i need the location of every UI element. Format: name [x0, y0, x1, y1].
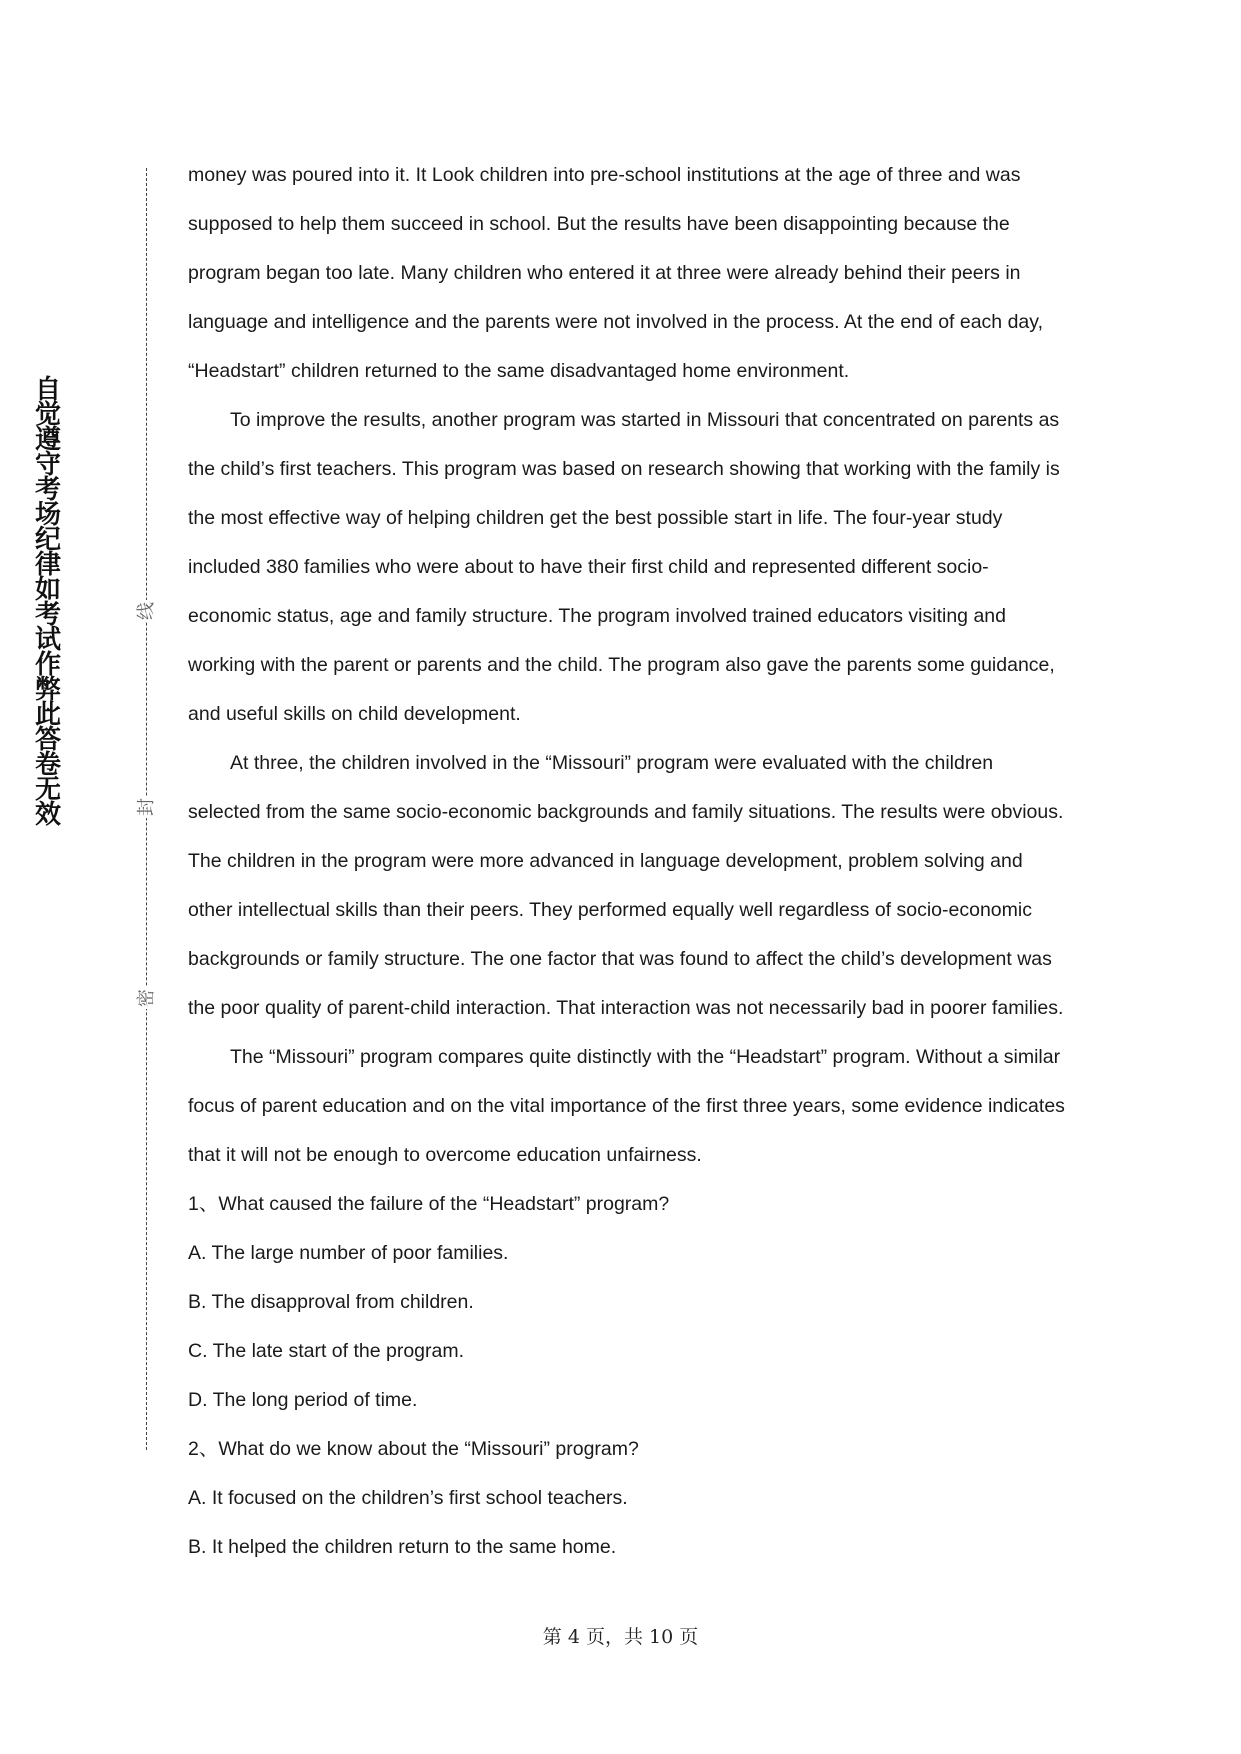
- answer-option: B. It helped the children return to the same home.: [188, 1536, 617, 1558]
- answer-option: D. The long period of time.: [188, 1389, 418, 1411]
- binding-mark-seal: 封: [134, 796, 160, 818]
- answer-option: B. The disapproval from children.: [188, 1291, 474, 1313]
- question-stem: 2、What do we know about the “Missouri” program?: [188, 1438, 639, 1460]
- binding-mark-secret: 密: [134, 987, 160, 1009]
- question-stem: 1、What caused the failure of the “Headstart” program?: [188, 1193, 670, 1215]
- passage-paragraph: The “Missouri” program compares quite distinctly with the “Headstart” program. Without a similar focus of parent education and on the vital importance of the first three years, some evidence indicates that it will not be enough to overcome education unfairness.: [188, 1046, 1065, 1166]
- page-number-footer: 第 4 页，共 10 页: [542, 1626, 699, 1648]
- answer-option: A. It focused on the children’s first school teachers.: [188, 1487, 628, 1509]
- answer-option: C. The late start of the program.: [188, 1340, 465, 1362]
- passage-paragraph: money was poured into it. It Look children into pre-school institutions at the age of three and was supposed to help them succeed in school. But the results have been disappointing because the program began too late. Many children who entered it at three were already behind their peers in language and intelligence and the parents were not involved in the process. At the end of each day, “Headstart” children returned to the same disadvantaged home environment.: [188, 164, 1043, 382]
- passage-paragraph: To improve the results, another program was started in Missouri that concentrated on parents as the child’s first teachers. This program was based on research showing that working with the family is the most effective way of helping children get the best possible start in life. The four-year study included 380 families who were about to have their first child and represented different socio-economic status, age and family structure. The program involved trained educators visiting and working with the parent or parents and the child. The program also gave the parents some guidance, and useful skills on child development.: [188, 409, 1060, 725]
- binding-mark-line: 线: [134, 600, 160, 622]
- exam-discipline-notice: 自觉遵守考场纪律如考试作弊此答卷无效: [34, 375, 61, 830]
- passage-content: [188, 151, 1068, 1572]
- passage-paragraph: At three, the children involved in the “Missouri” program were evaluated with the children selected from the same socio-economic backgrounds and family situations. The results were obvious. The children in the program were more advanced in language development, problem solving and other intellectual skills than their peers. They performed equally well regardless of socio-economic backgrounds or family structure. The one factor that was found to affect the child’s development was the poor quality of parent-child interaction. That interaction was not necessarily bad in poorer families.: [188, 752, 1064, 1019]
- answer-option: A. The large number of poor families.: [188, 1242, 509, 1264]
